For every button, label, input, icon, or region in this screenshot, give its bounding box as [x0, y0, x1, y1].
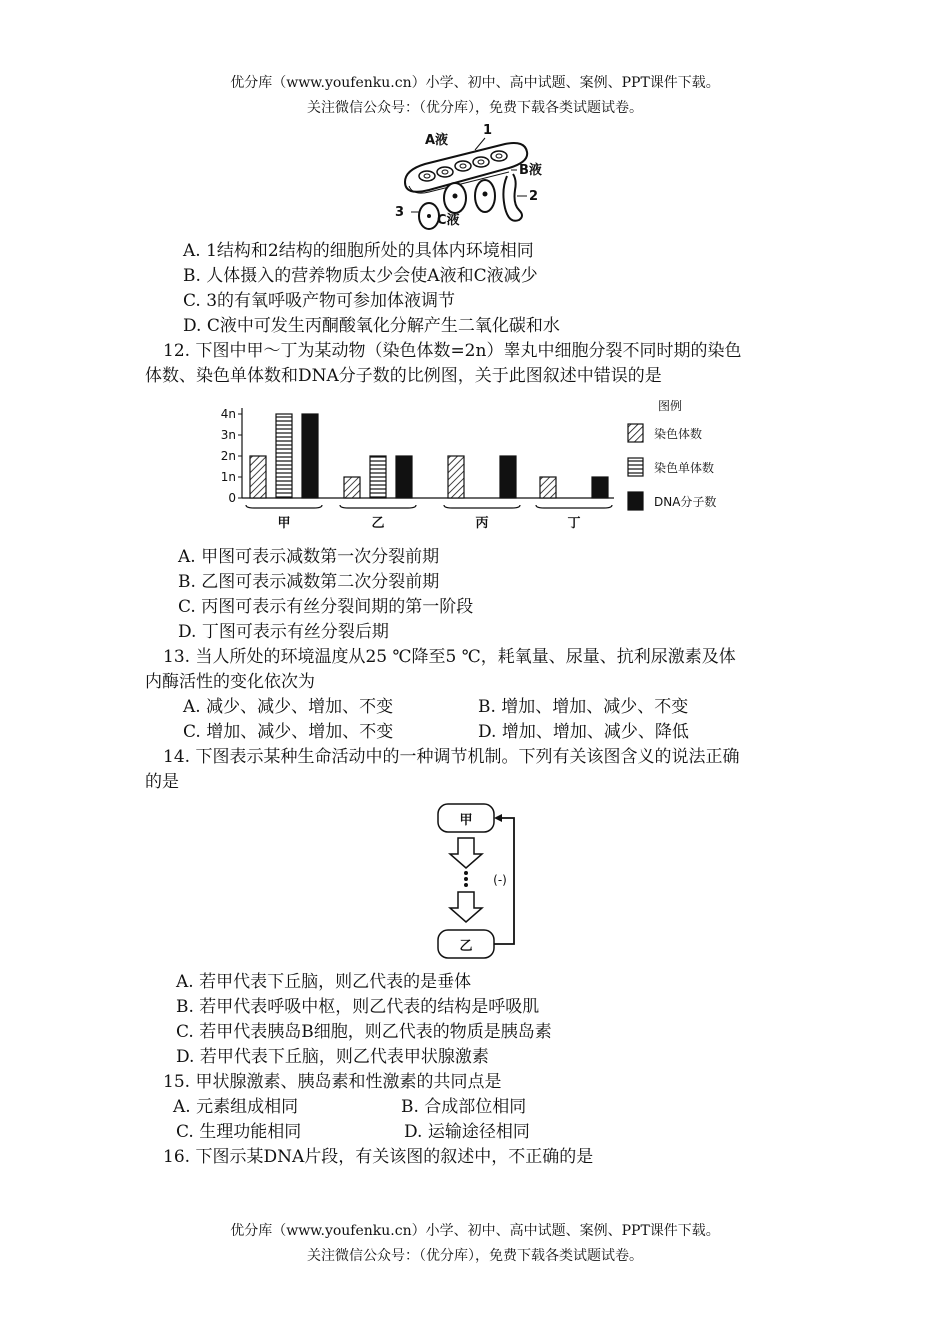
- q13-stem-line-2: 内酶活性的变化依次为: [145, 672, 315, 692]
- category-label: 丙: [475, 516, 489, 531]
- y-tick-label: 4n: [220, 407, 236, 421]
- q13-option-a: A. 减少、减少、增加、不变: [183, 697, 394, 717]
- label-2: 2: [529, 189, 539, 204]
- category-label: 甲: [277, 516, 291, 531]
- header-line-1: 优分库（www.youfenku.cn）小学、初中、高中试题、案例、PPT课件下载。: [230, 75, 720, 91]
- bar-4-1: [540, 477, 556, 498]
- q12-option-a: A. 甲图可表示减数第一次分裂前期: [178, 547, 440, 567]
- bar-2-1: [344, 477, 360, 498]
- q14-option-d: D. 若甲代表下丘脑，则乙代表甲状腺激素: [176, 1047, 489, 1067]
- bar-1-1: [250, 456, 266, 498]
- legend-label: DNA分子数: [654, 495, 717, 509]
- category-bracket: [444, 505, 520, 508]
- footer-line-1: 优分库（www.youfenku.cn）小学、初中、高中试题、案例、PPT课件下载。: [230, 1223, 720, 1239]
- q16-stem: 16. 下图示某DNA片段，有关该图的叙述中，不正确的是: [163, 1147, 594, 1167]
- footer-line-2: 关注微信公众号：（优分库），免费下载各类试题试卷。: [307, 1248, 643, 1264]
- q11-option-c: C. 3的有氧呼吸产物可参加体液调节: [183, 291, 456, 311]
- feedback-diagram: [430, 798, 530, 964]
- label-b-fluid: B液: [519, 163, 542, 178]
- q12-option-c: C. 丙图可表示有丝分裂间期的第一阶段: [178, 597, 474, 617]
- q14-option-a: A. 若甲代表下丘脑，则乙代表的是垂体: [176, 972, 472, 992]
- y-tick-label: 1n: [220, 470, 236, 484]
- category-label: 丁: [567, 516, 581, 531]
- negative-sign: (-): [493, 873, 507, 887]
- q13-stem-line-1: 13. 当人所处的环境温度从25 ℃降至5 ℃，耗氧量、尿量、抗利尿激素及体: [163, 647, 736, 667]
- category-label: 乙: [371, 516, 385, 531]
- legend-swatch: [628, 424, 643, 442]
- legend-swatch: [628, 492, 643, 510]
- label-1: 1: [483, 123, 493, 138]
- category-bracket: [340, 505, 416, 508]
- q12-option-b: B. 乙图可表示减数第二次分裂前期: [178, 572, 440, 592]
- box-jia: 甲: [459, 813, 473, 828]
- bar-2-2: [370, 456, 386, 498]
- header-line-2: 关注微信公众号：（优分库），免费下载各类试题试卷。: [307, 100, 643, 116]
- chromosome-bar-chart: [210, 392, 750, 540]
- q12-option-d: D. 丁图可表示有丝分裂后期: [178, 622, 389, 642]
- q14-option-b: B. 若甲代表呼吸中枢，则乙代表的结构是呼吸肌: [176, 997, 540, 1017]
- bar-3-3: [500, 456, 516, 498]
- q14-stem-line-2: 的是: [145, 772, 179, 792]
- label-c-fluid: C液: [437, 213, 460, 228]
- legend-title: 图例: [658, 399, 683, 413]
- category-bracket: [536, 505, 612, 508]
- label-a-fluid: A液: [425, 133, 449, 148]
- legend-label: 染色单体数: [654, 461, 715, 475]
- q11-option-b: B. 人体摄入的营养物质太少会使A液和C液减少: [183, 266, 538, 286]
- q12-stem-line-2: 体数、染色单体数和DNA分子数的比例图，关于此图叙述中错误的是: [145, 366, 662, 386]
- box-yi: 乙: [459, 939, 473, 954]
- bar-2-3: [396, 456, 412, 498]
- q11-option-a: A. 1结构和2结构的细胞所处的具体内环境相同: [183, 241, 534, 261]
- q15-option-c: C. 生理功能相同: [176, 1122, 302, 1142]
- tissue-fluid-diagram: [385, 120, 565, 232]
- q13-option-c: C. 增加、减少、增加、不变: [183, 722, 394, 742]
- bar-4-3: [592, 477, 608, 498]
- category-bracket: [246, 505, 322, 508]
- q15-stem: 15. 甲状腺激素、胰岛素和性激素的共同点是: [163, 1072, 502, 1092]
- bar-1-2: [276, 414, 292, 498]
- y-tick-label: 2n: [220, 449, 236, 463]
- q13-option-d: D. 增加、增加、减少、降低: [478, 722, 689, 742]
- label-3: 3: [395, 205, 405, 220]
- q13-option-b: B. 增加、增加、减少、不变: [478, 697, 689, 717]
- q14-option-c: C. 若甲代表胰岛B细胞，则乙代表的物质是胰岛素: [176, 1022, 552, 1042]
- q12-stem-line-1: 12. 下图中甲～丁为某动物（染色体数=2n）睾丸中细胞分裂不同时期的染色: [163, 341, 742, 361]
- y-tick-label: 0: [228, 491, 236, 505]
- q14-stem-line-1: 14. 下图表示某种生命活动中的一种调节机制。下列有关该图含义的说法正确: [163, 747, 740, 767]
- y-tick-label: 3n: [220, 428, 236, 442]
- q11-option-d: D. C液中可发生丙酮酸氧化分解产生二氧化碳和水: [183, 316, 560, 336]
- q15-option-b: B. 合成部位相同: [401, 1097, 527, 1117]
- bar-1-3: [302, 414, 318, 498]
- legend-swatch: [628, 458, 643, 476]
- q15-option-d: D. 运输途径相同: [404, 1122, 530, 1142]
- q15-option-a: A. 元素组成相同: [173, 1097, 299, 1117]
- bar-3-1: [448, 456, 464, 498]
- legend-label: 染色体数: [654, 427, 703, 441]
